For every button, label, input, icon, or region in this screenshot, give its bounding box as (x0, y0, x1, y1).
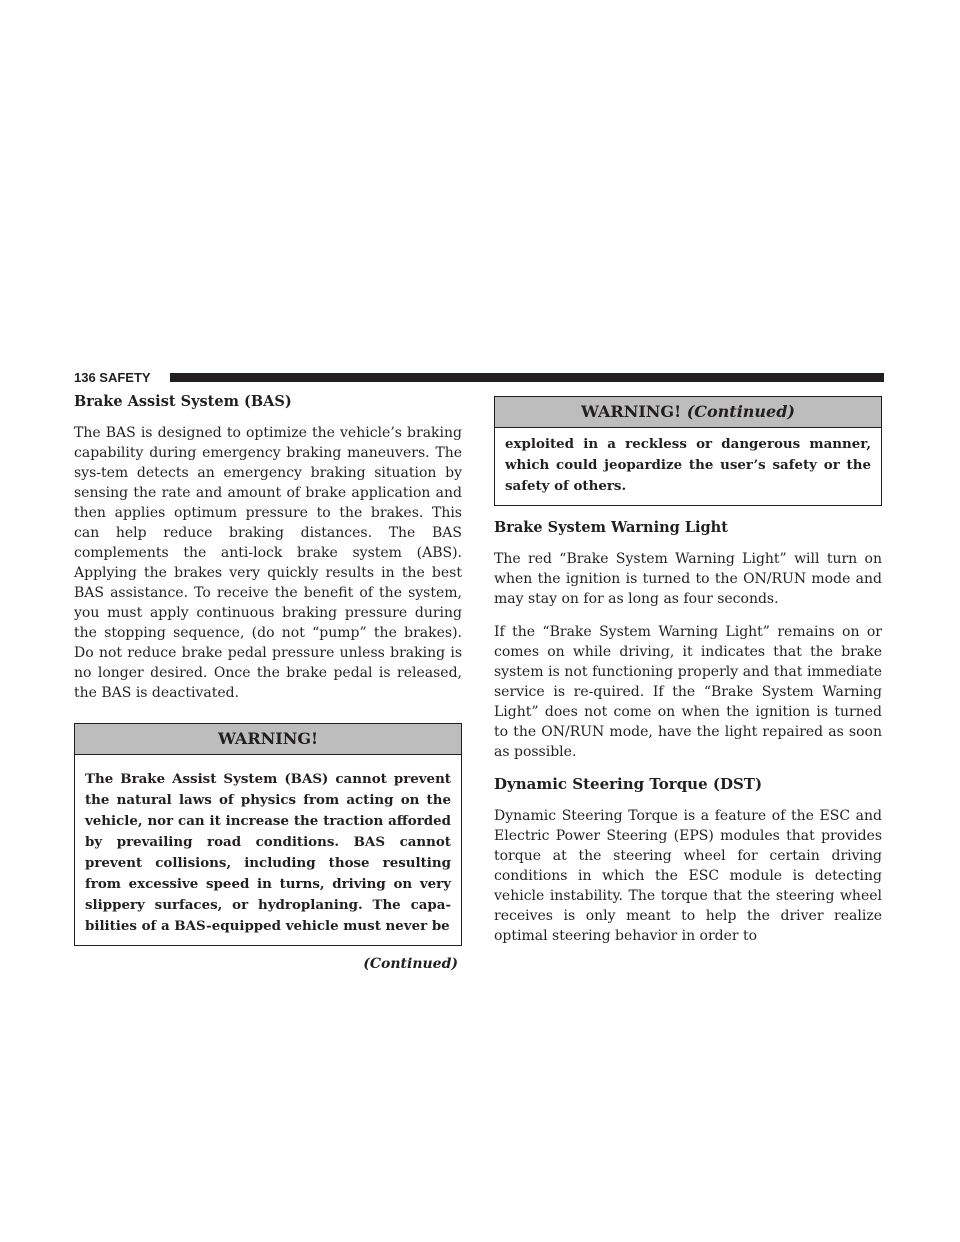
brake-warning-light-para1: The red “Brake System Warning Light” will turn on when the ignition is turned to the ON/RUN mode and may stay on for as long as four seconds. (494, 551, 882, 607)
brake-warning-light-para2: If the “Brake System Warning Light” remains on or comes on while driving, it indicates that the brake system is not functioning properly and that immediate service is re-quired. If the “Brake System Warning Light” does not come on when the ignition is turned to the ON/RUN mode, have the light repaired as soon as possible. (494, 624, 882, 760)
warning-title: WARNING! (75, 724, 461, 755)
bas-heading: Brake Assist System (BAS) (74, 393, 292, 410)
continued-label: (Continued) (363, 956, 458, 972)
bas-warning-box (74, 723, 462, 946)
brake-warning-light-heading: Brake System Warning Light (494, 519, 728, 536)
right-column (494, 392, 882, 959)
continued-warning-box (494, 396, 882, 506)
warning-text: The Brake Assist System (BAS) cannot prevent the natural laws of physics from acting on the vehicle, nor can it increase the traction afforded by prevailing road conditions. BAS cannot prevent collisions, including those resulting from excessive speed in turns, driving on very slippery surfaces, or hydroplaning. The capa-bilities of a BAS-equipped vehicle must never be (85, 771, 451, 934)
warning-title-suffix: (Continued) (686, 402, 795, 421)
page-number-section: 136 SAFETY (74, 370, 151, 385)
warning-continued-text: exploited in a reckless or dangerous manner, which could jeopardize the user’s safety or the safety of others. (505, 436, 871, 494)
warning-title-word: WARNING! (581, 402, 682, 421)
dst-heading: Dynamic Steering Torque (DST) (494, 775, 763, 793)
page-header (74, 370, 884, 386)
dst-paragraph: Dynamic Steering Torque is a feature of the ESC and Electric Power Steering (EPS) modules that provides torque at the steering wheel for certain driving conditions in which the ESC module is detecting vehicle instability. The torque that the steering wheel receives is only meant to help the driver realize optimal steering behavior in order to (494, 808, 882, 944)
bas-paragraph: The BAS is designed to optimize the vehicle’s braking capability during emergency braking maneuvers. The sys-tem detects an emergency braking situation by sensing the rate and amount of brake application and then applies optimum pressure to the brakes. This can help reduce braking distances. The BAS complements the anti-lock brake system (ABS). Applying the brakes very quickly results in the best BAS assistance. To receive the benefit of the system, you must apply continuous braking pressure during the stopping sequence, (do not “pump” the brakes). Do not reduce brake pedal pressure unless braking is no longer desired. Once the brake pedal is released, the BAS is deactivated. (74, 425, 462, 701)
left-column (74, 392, 462, 972)
header-rule (170, 373, 884, 382)
warning-title-continued (495, 397, 881, 428)
